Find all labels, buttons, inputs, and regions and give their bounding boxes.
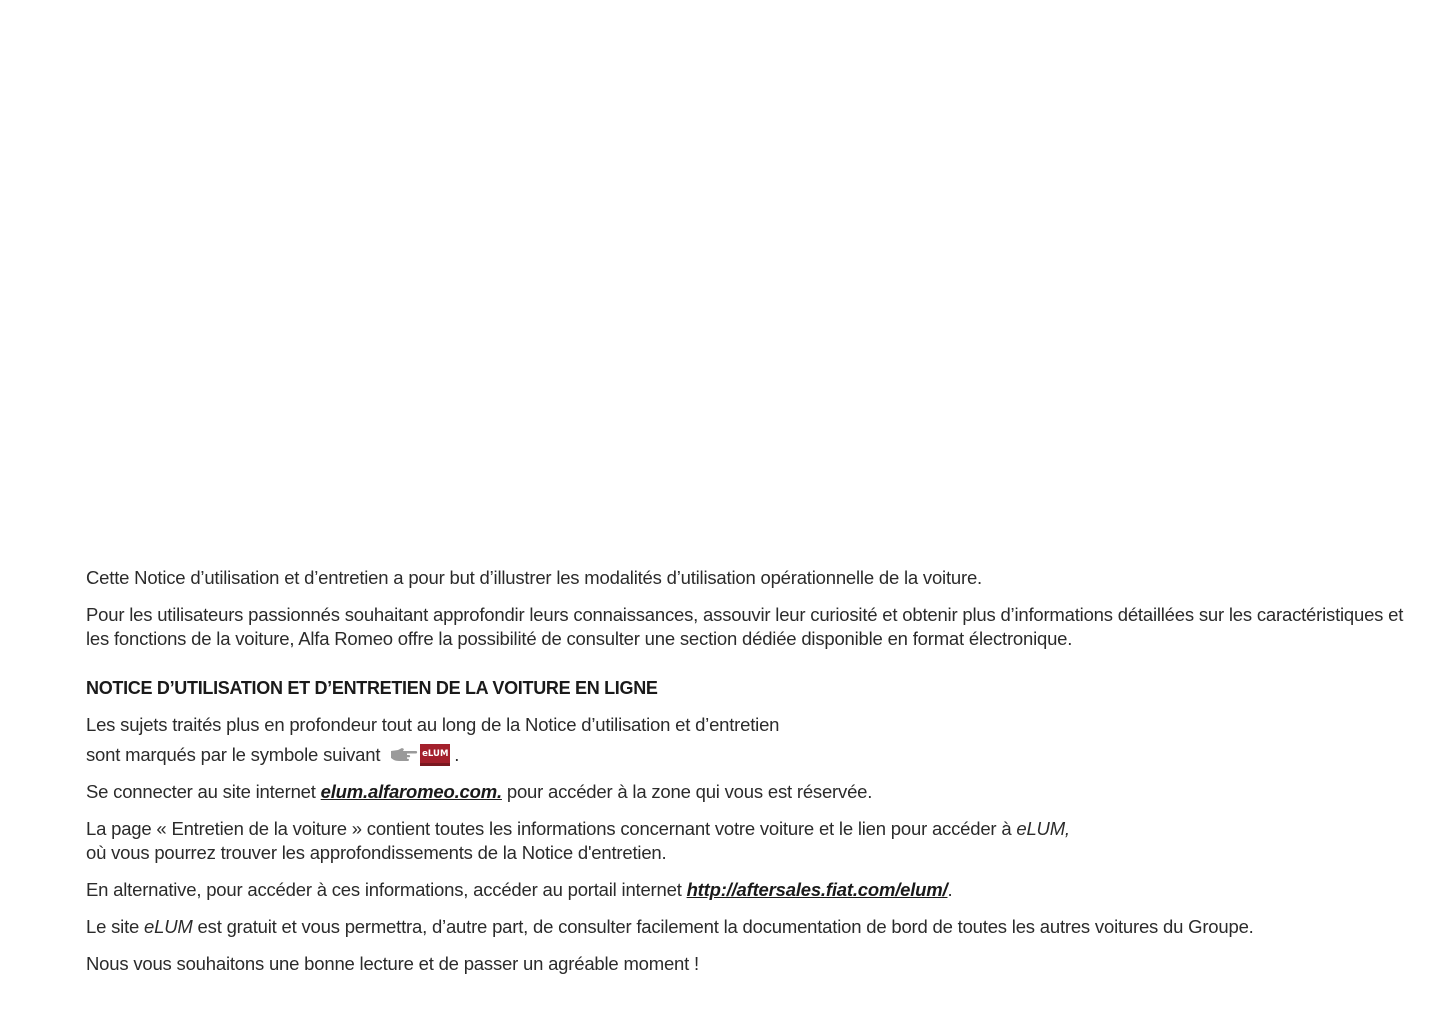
pointing-hand-icon [390, 746, 418, 764]
website-paragraph [86, 780, 1416, 804]
symbol-paragraph-line-1: Les sujets traités plus en profondeur tout au long de la Notice d’utilisation et d’entretien [86, 714, 780, 735]
elum-badge: eLUM [420, 744, 450, 766]
closing-paragraph: Nous vous souhaitons une bonne lecture et de passer un agréable moment ! [86, 953, 699, 974]
elum-reference: eLUM, [1016, 818, 1070, 839]
symbol-paragraph-end: . [454, 744, 460, 765]
aftersales-portal-link[interactable]: http://aftersales.fiat.com/elum/ [686, 879, 948, 900]
website-text-before: Se connecter au site internet [86, 781, 321, 802]
elum-symbol [390, 744, 450, 766]
portal-text-before: En alternative, pour accéder à ces informations, accéder au portail internet [86, 879, 687, 900]
maintenance-text-before: La page « Entretien de la voiture » contient toutes les informations concernant votre voiture et le lien pour accéder à [86, 818, 1017, 839]
portal-paragraph [86, 878, 1416, 902]
elum-site-name: eLUM [144, 916, 193, 937]
symbol-paragraph [86, 713, 1416, 767]
website-text-after: pour accéder à la zone qui vous est réservée. [501, 781, 873, 802]
elum-website-link[interactable]: elum.alfaromeo.com. [320, 781, 502, 802]
free-site-text-after: est gratuit et vous permettra, d’autre part, de consulter facilement la documentation de bord de toutes les autres voitures du Groupe. [192, 916, 1254, 937]
free-site-text-before: Le site [86, 916, 145, 937]
symbol-paragraph-line-2 [86, 743, 1416, 767]
maintenance-page-paragraph [86, 817, 1416, 865]
intro-paragraph-2: Pour les utilisateurs passionnés souhaitant approfondir leurs connaissances, assouvir leur curiosité et obtenir plus d’informations détaillées sur les caractéristiques et les fonctions de la voiture, Alfa Romeo offre la possibilité de consulter une section dédiée disponible en format électronique. [86, 604, 1404, 649]
free-site-paragraph [86, 915, 1416, 939]
intro-paragraph-1: Cette Notice d’utilisation et d’entretien a pour but d’illustrer les modalités d’utilisation opérationnelle de la voiture. [86, 567, 982, 588]
section-heading: NOTICE D’UTILISATION ET D’ENTRETIEN DE LA VOITURE EN LIGNE [86, 678, 658, 698]
document-body [86, 566, 1416, 989]
portal-text-after: . [947, 879, 953, 900]
maintenance-text-line-2: où vous pourrez trouver les approfondissements de la Notice d'entretien. [86, 842, 667, 863]
symbol-paragraph-text: sont marqués par le symbole suivant [86, 744, 381, 765]
